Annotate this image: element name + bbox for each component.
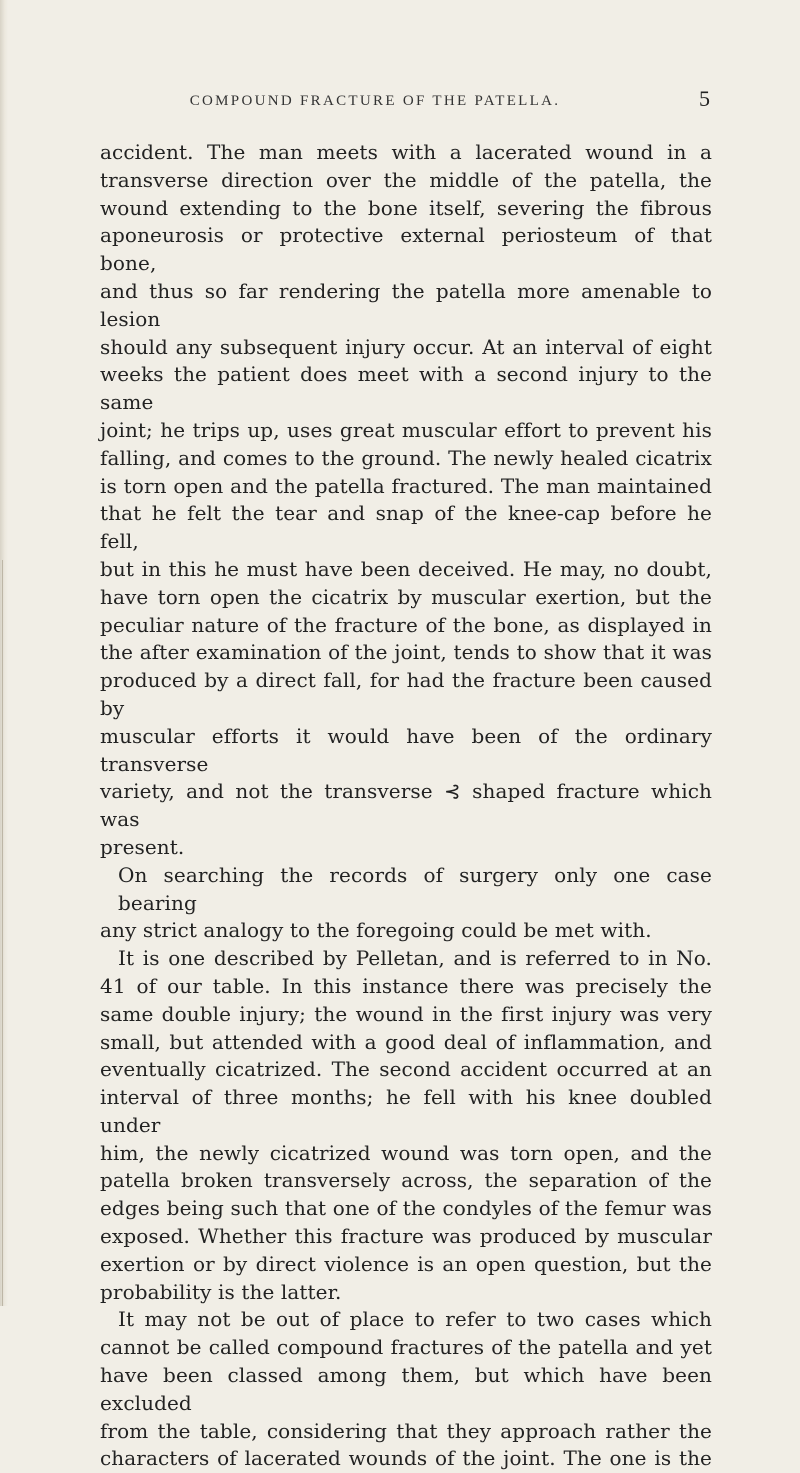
text-line: It may not be out of place to refer to two cases which <box>118 1307 712 1332</box>
text-line: falling, and comes to the ground. The newly healed cicatrix <box>100 445 712 470</box>
text-line: 41 of our table. In this instance there was precisely the <box>100 973 712 998</box>
page-number: 5 <box>699 86 710 111</box>
text-line: patella broken transversely across, the separation of the <box>100 1168 712 1193</box>
text-body <box>100 139 712 1473</box>
text-line: peculiar nature of the fracture of the bone, as displayed in <box>100 612 712 637</box>
text-line: aponeurosis or protective external periosteum of that bone, <box>100 223 712 276</box>
text-line: should any subsequent injury occur. At an interval of eight <box>100 334 712 359</box>
text-line: produced by a direct fall, for had the fracture been caused by <box>100 668 712 720</box>
text-line: accident. The man meets with a lacerated wound in a <box>100 140 712 164</box>
text-line: and thus so far rendering the patella more amenable to lesion <box>100 278 712 331</box>
text-line: have torn open the cicatrix by muscular exertion, but the <box>100 584 712 609</box>
text-line: joint; he trips up, uses great muscular effort to prevent his <box>100 417 712 442</box>
text-line: cannot be called compound fractures of the patella and yet <box>100 1335 712 1360</box>
text-line: from the table, considering that they approach rather the <box>100 1418 712 1443</box>
text-line: the after examination of the joint, tends to show that it was <box>100 640 712 665</box>
text-line: exposed. Whether this fracture was produced by muscular <box>100 1224 712 1249</box>
text-line: exertion or by direct violence is an open question, but the <box>100 1251 712 1276</box>
text-line: present. <box>100 834 185 859</box>
text-line: characters of lacerated wounds of the joint. The one is the <box>100 1446 712 1471</box>
text-line: edges being such that one of the condyles of the femur was <box>100 1196 712 1221</box>
text-line: have been classed among them, but which have been excluded <box>100 1363 712 1415</box>
running-head <box>100 86 710 116</box>
text-line: wound extending to the bone itself, severing the fibrous <box>100 195 712 220</box>
text-line: interval of three months; he fell with his knee doubled under <box>100 1085 712 1137</box>
text-line: muscular efforts it would have been of the ordinary transverse <box>100 723 712 776</box>
text-line: It is one described by Pelletan, and is referred to in No. <box>118 946 712 971</box>
page-edge <box>0 0 8 1306</box>
text-line: variety, and not the transverse ⊰ shaped fracture which was <box>100 779 712 832</box>
text-line: is torn open and the patella fractured. The man maintained <box>100 473 712 498</box>
text-line: transverse direction over the middle of the patella, the <box>100 167 712 192</box>
text-line: On searching the records of surgery only one case bearing <box>118 862 712 915</box>
text-line: weeks the patient does meet with a second injury to the same <box>100 362 712 415</box>
running-title: COMPOUND FRACTURE OF THE PATELLA. <box>189 93 561 109</box>
text-line: same double injury; the wound in the first injury was very <box>100 1001 712 1026</box>
text-line: probability is the latter. <box>100 1279 342 1304</box>
text-line: small, but attended with a good deal of inflammation, and <box>100 1029 712 1054</box>
text-line: that he felt the tear and snap of the knee-cap before he fell, <box>100 501 712 554</box>
text-line: him, the newly cicatrized wound was torn open, and the <box>100 1140 712 1165</box>
text-line: any strict analogy to the foregoing could be met with. <box>100 918 652 943</box>
text-line: eventually cicatrized. The second accident occurred at an <box>100 1057 712 1082</box>
text-line: but in this he must have been deceived. He may, no doubt, <box>100 556 712 581</box>
